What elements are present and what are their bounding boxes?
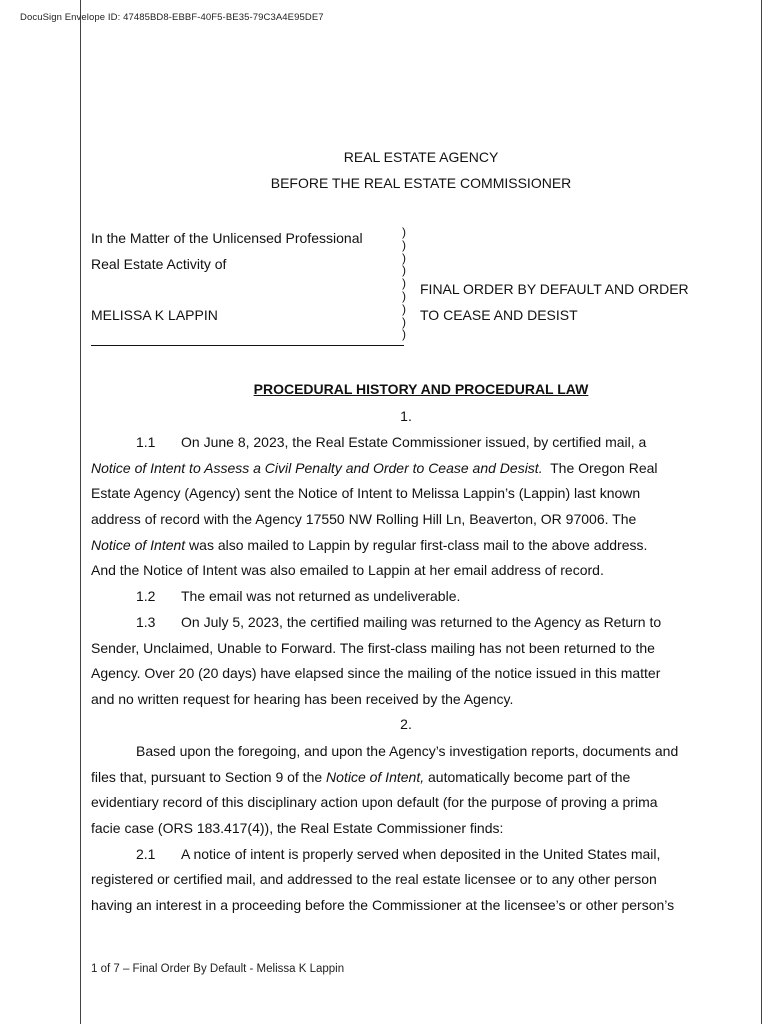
paragraphs-section-2	[91, 739, 731, 919]
paragraph-1-1-line: Notice of Intent was also mailed to Lappin by regular first-class mail to the above address.	[91, 536, 648, 553]
paragraph-1-1-line: Notice of Intent to Assess a Civil Penalty and Order to Cease and Desist. The Oregon Real	[91, 459, 658, 476]
docusign-envelope-id: DocuSign Envelope ID: 47485BD8-EBBF-40F5-BE35-79C3A4E95DE7	[20, 12, 324, 23]
section-title: PROCEDURAL HISTORY AND PROCEDURAL LAW	[253, 381, 589, 397]
paragraph-1-3-line: 1.3 On July 5, 2023, the certified mailing was returned to the Agency as Return to	[91, 610, 731, 636]
agency-heading: REAL ESTATE AGENCY	[343, 149, 499, 165]
paragraph-1-3-line: Agency. Over 20 (20 days) have elapsed since the mailing of the notice issued in this matter	[91, 665, 661, 682]
paragraph-2-line: files that, pursuant to Section 9 of the Notice of Intent, automatically become part of the	[91, 768, 631, 785]
paragraph-1-1-line: 1.1 On June 8, 2023, the Real Estate Commissioner issued, by certified mail, a	[91, 430, 731, 456]
paragraph-2-line: Based upon the foregoing, and upon the Agency’s investigation reports, documents and	[136, 743, 679, 759]
order-title-line-2: TO CEASE AND DESIST	[420, 306, 578, 323]
matter-line-1: In the Matter of the Unlicensed Professional	[91, 230, 363, 246]
respondent-name: MELISSA K LAPPIN	[91, 306, 218, 323]
paragraph-2-line: facie case (ORS 183.417(4)), the Real Estate Commissioner finds:	[91, 820, 504, 837]
paragraph-number: 1.1	[136, 434, 156, 450]
paragraph-1-1-line: address of record with the Agency 17550 NW Rolling Hill Ln, Beaverton, OR 97006. The	[91, 511, 637, 528]
case-caption-left	[91, 226, 363, 328]
paragraph-2-line: evidentiary record of this disciplinary action upon default (for the purpose of proving a prima	[91, 794, 658, 811]
right-margin-rule	[761, 0, 762, 1024]
paragraph-1-3-line: Sender, Unclaimed, Unable to Forward. The first-class mailing has not been returned to the	[91, 639, 655, 656]
paragraph-2-1-line: registered or certified mail, and addressed to the real estate licensee or to any other person	[91, 871, 657, 888]
paragraph-1-1-line: Estate Agency (Agency) sent the Notice of Intent to Melissa Lappin’s (Lappin) last known	[91, 485, 641, 502]
paragraph-1-1-line: And the Notice of Intent was also emailed to Lappin at her email address of record.	[91, 562, 604, 579]
paragraph-1-2-line: 1.2 The email was not returned as undeliverable.	[91, 584, 731, 610]
caption-parentheses: ) ) ) ) ) ) ) ) )	[402, 225, 406, 342]
paragraph-2-1-line: having an interest in a proceeding before the Commissioner at the licensee’s or other person’s	[91, 897, 675, 914]
matter-line-2: Real Estate Activity of	[91, 255, 227, 272]
paragraph-number: 1.2	[136, 588, 156, 605]
section-number-1: 1.	[400, 408, 412, 424]
commissioner-heading: BEFORE THE REAL ESTATE COMMISSIONER	[270, 175, 572, 191]
page-footer: 1 of 7 – Final Order By Default - Melissa K Lappin	[91, 963, 345, 975]
section-number-2: 2.	[400, 716, 412, 732]
order-title-line-1: FINAL ORDER BY DEFAULT AND ORDER	[420, 281, 689, 297]
caption-underline	[91, 345, 404, 346]
paragraph-1-3-line: and no written request for hearing has been received by the Agency.	[91, 690, 514, 707]
paragraph-number: 1.3	[136, 613, 156, 630]
paragraphs-section-1	[91, 430, 731, 713]
case-caption-right	[420, 277, 689, 328]
paragraph-2-1-line: 2.1 A notice of intent is properly served when deposited in the United States mail,	[91, 842, 731, 868]
paragraph-number: 2.1	[136, 845, 156, 862]
